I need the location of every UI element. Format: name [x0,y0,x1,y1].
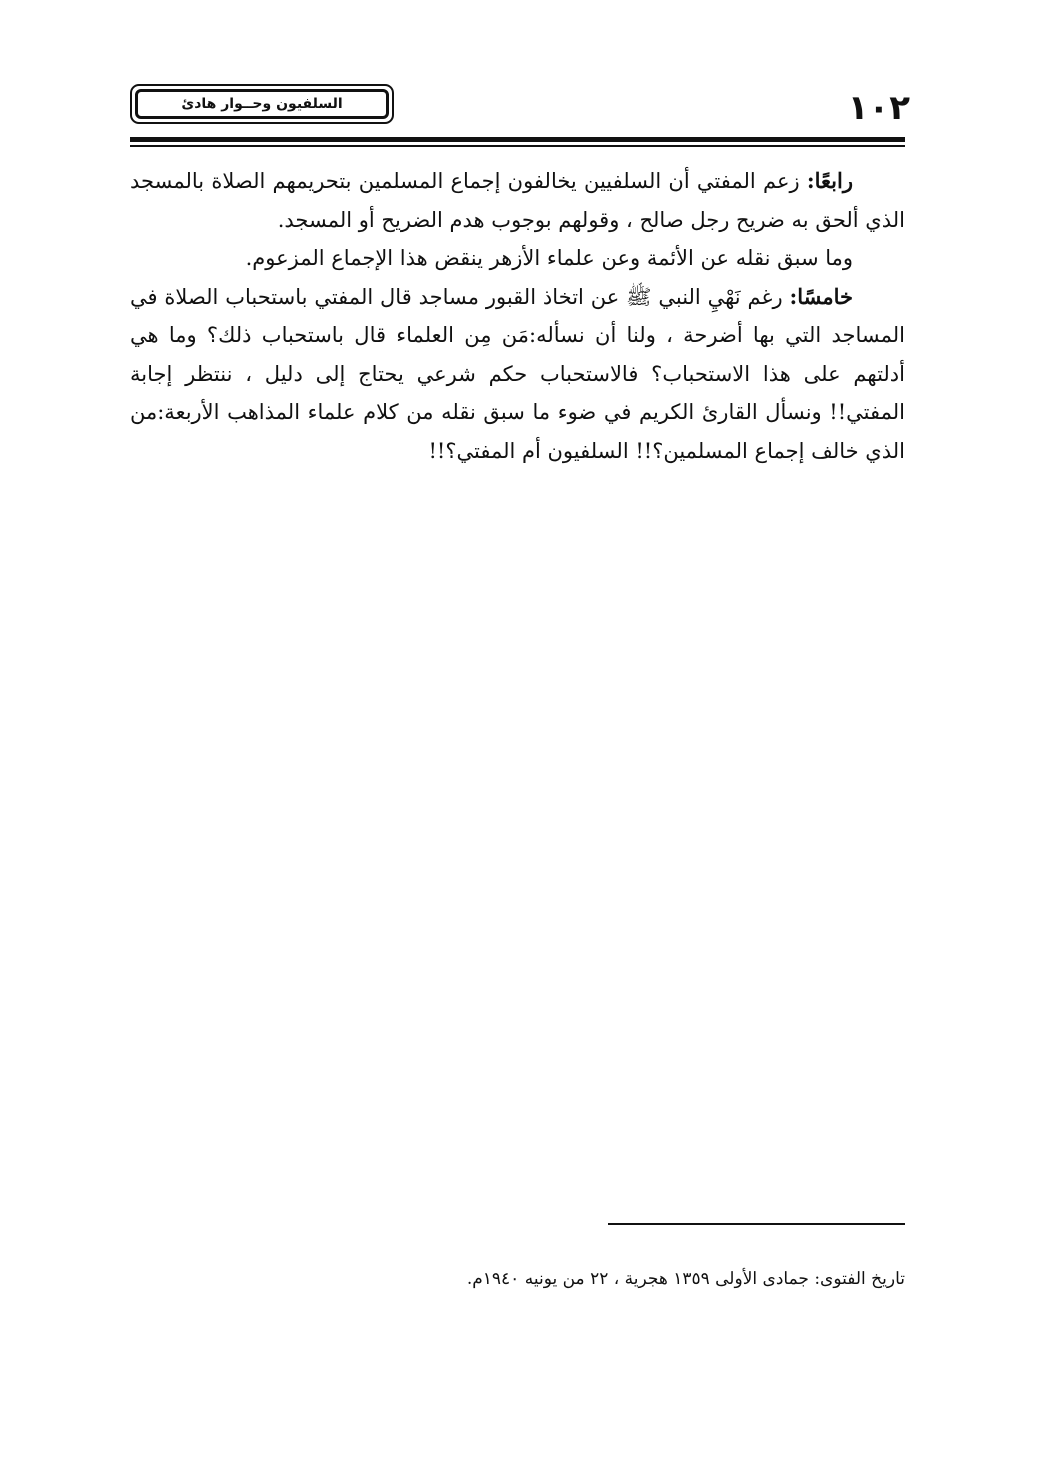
paragraph-lead: خامسًا: [789,283,853,309]
paragraph-text: وما سبق نقله عن الأئمة وعن علماء الأزهر ينقض هذا الإجماع المزعوم. [245,246,853,270]
paragraph-fifth [130,278,905,471]
paragraph-text: زعم المفتي أن السلفيين يخالفون إجماع المسلمين بتحريمهم الصلاة بالمسجد الذي ألحق به ضريح رجل صالح ، وقولهم بوجوب هدم الضريح أو المسجد. [130,169,905,232]
page-number: ١٠٢ [847,88,910,128]
body-text [130,162,905,470]
footnote: تاريخ الفتوى: جمادى الأولى ١٣٥٩ هجرية ، ٢٢ من يونيه ١٩٤٠م. [466,1269,905,1289]
paragraph-fourth [130,162,905,239]
running-title-frame [130,84,394,124]
paragraph-consensus [130,239,905,278]
header-rule-thick [130,137,905,142]
footnote-rule [608,1223,905,1225]
running-title: السلفيون وحــوار هادئ [135,89,389,119]
paragraph-text: رغم نَهْيِ النبي ﷺ عن اتخاذ القبور مساجد قال المفتي باستحباب الصلاة في المساجد التي بها أضرحة ، ولنا أن نسأله:مَن مِن العلماء قال باستحباب ذلك؟ وما هي أدلتهم على هذا الاستحباب؟ فالاستحباب حكم شرعي يحتاج إلى دليل ، ننتظر إجابة المفتي!! ونسأل القارئ الكريم في ضوء ما سبق نقله من كلام علماء المذاهب الأربعة:من الذي خالف إجماع المسلمين؟!! السلفيون أم المفتي؟!! [130,284,905,463]
header-rule-thin [130,145,905,147]
paragraph-lead: رابعًا: [806,168,853,193]
